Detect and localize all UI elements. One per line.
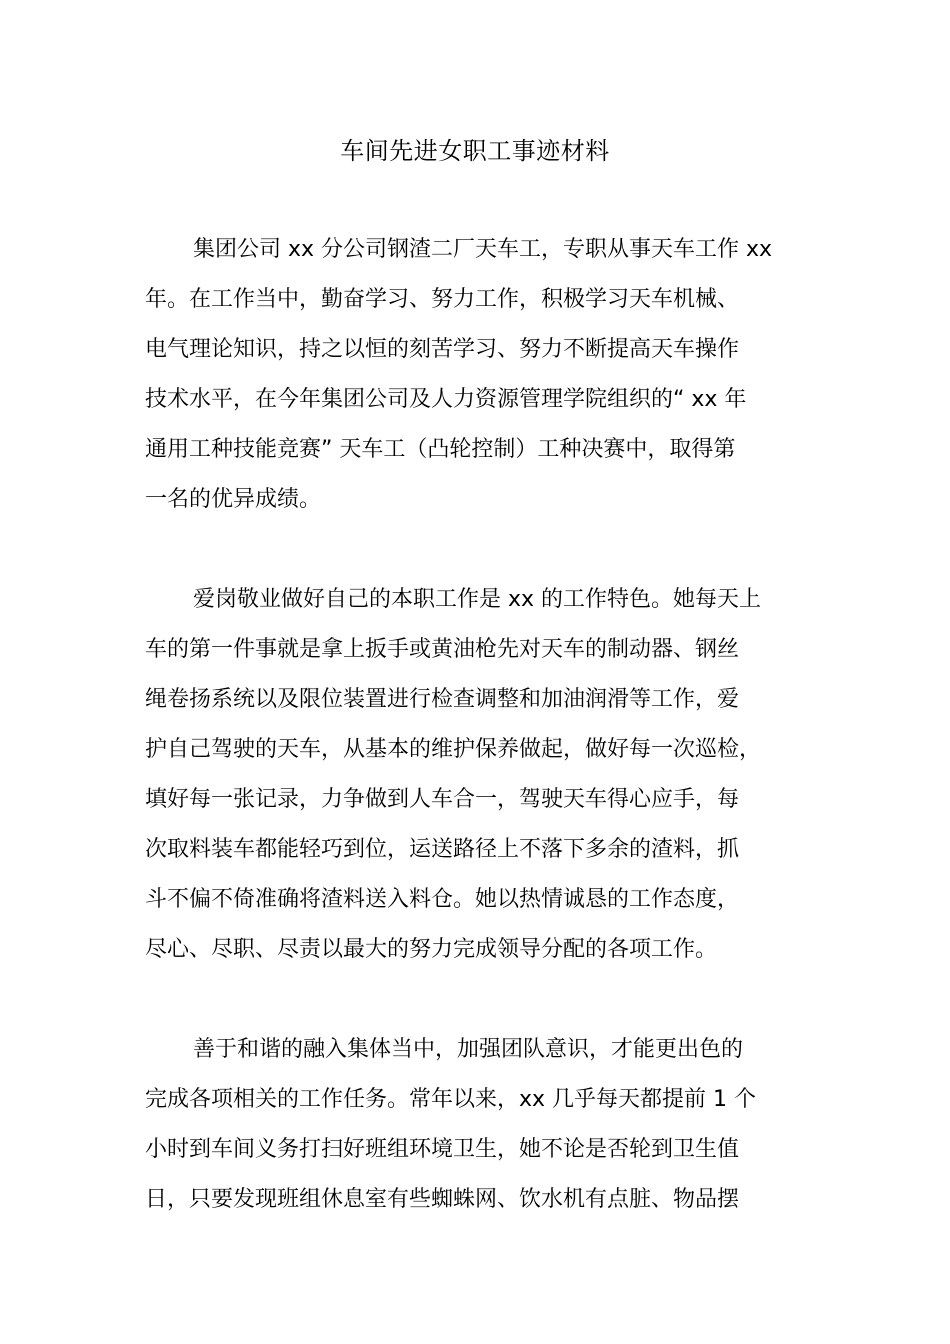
paragraph-2-line-5: 填好每一张记录，力争做到人车合一，驾驶天车得心应手，每 xyxy=(145,787,740,812)
paragraph-3-line-2: 完成各项相关的工作任务。常年以来，xx 几乎每天都提前 1 个 xyxy=(145,1087,757,1112)
paragraph-1-line-3: 电气理论知识，持之以恒的刻苦学习、努力不断提高天车操作 xyxy=(145,337,740,362)
document-title: 车间先进女职工事迹材料 xyxy=(340,137,610,165)
paragraph-2-line-3: 绳卷扬系统以及限位装置进行检查调整和加油润滑等工作，爱 xyxy=(145,687,740,712)
paragraph-2-line-1: 爱岗敬业做好自己的本职工作是 xx 的工作特色。她每天上 xyxy=(193,587,762,612)
paragraph-2-line-4: 护自己驾驶的天车，从基本的维护保养做起，做好每一次巡检， xyxy=(145,737,762,762)
paragraph-1-line-1: 集团公司 xx 分公司钢渣二厂天车工，专职从事天车工作 xx xyxy=(193,237,773,262)
paragraph-1-line-6: 一名的优异成绩。 xyxy=(145,487,322,512)
paragraph-1-line-5: 通用工种技能竞赛” 天车工（凸轮控制）工种决赛中，取得第 xyxy=(145,437,736,462)
paragraph-2-line-8: 尽心、尽职、尽责以最大的努力完成领导分配的各项工作。 xyxy=(145,937,718,962)
paragraph-1-line-2: 年。在工作当中，勤奋学习、努力工作，积极学习天车机械、 xyxy=(145,287,740,312)
paragraph-2-line-2: 车的第一件事就是拿上扳手或黄油枪先对天车的制动器、钢丝 xyxy=(145,637,740,662)
paragraph-2-line-6: 次取料装车都能轻巧到位，运送路径上不落下多余的渣料，抓 xyxy=(145,837,740,862)
paragraph-1-line-4: 技术水平，在今年集团公司及人力资源管理学院组织的“ xx 年 xyxy=(145,387,747,412)
paragraph-3-line-1: 善于和谐的融入集体当中，加强团队意识，才能更出色的 xyxy=(193,1037,744,1062)
paragraph-2-line-7: 斗不偏不倚准确将渣料送入料仓。她以热情诚恳的工作态度， xyxy=(145,887,740,912)
paragraph-3-line-3: 小时到车间义务打扫好班组环境卫生，她不论是否轮到卫生值 xyxy=(145,1137,740,1162)
paragraph-3-line-4: 日，只要发现班组休息室有些蜘蛛网、饮水机有点脏、物品摆 xyxy=(145,1187,740,1212)
